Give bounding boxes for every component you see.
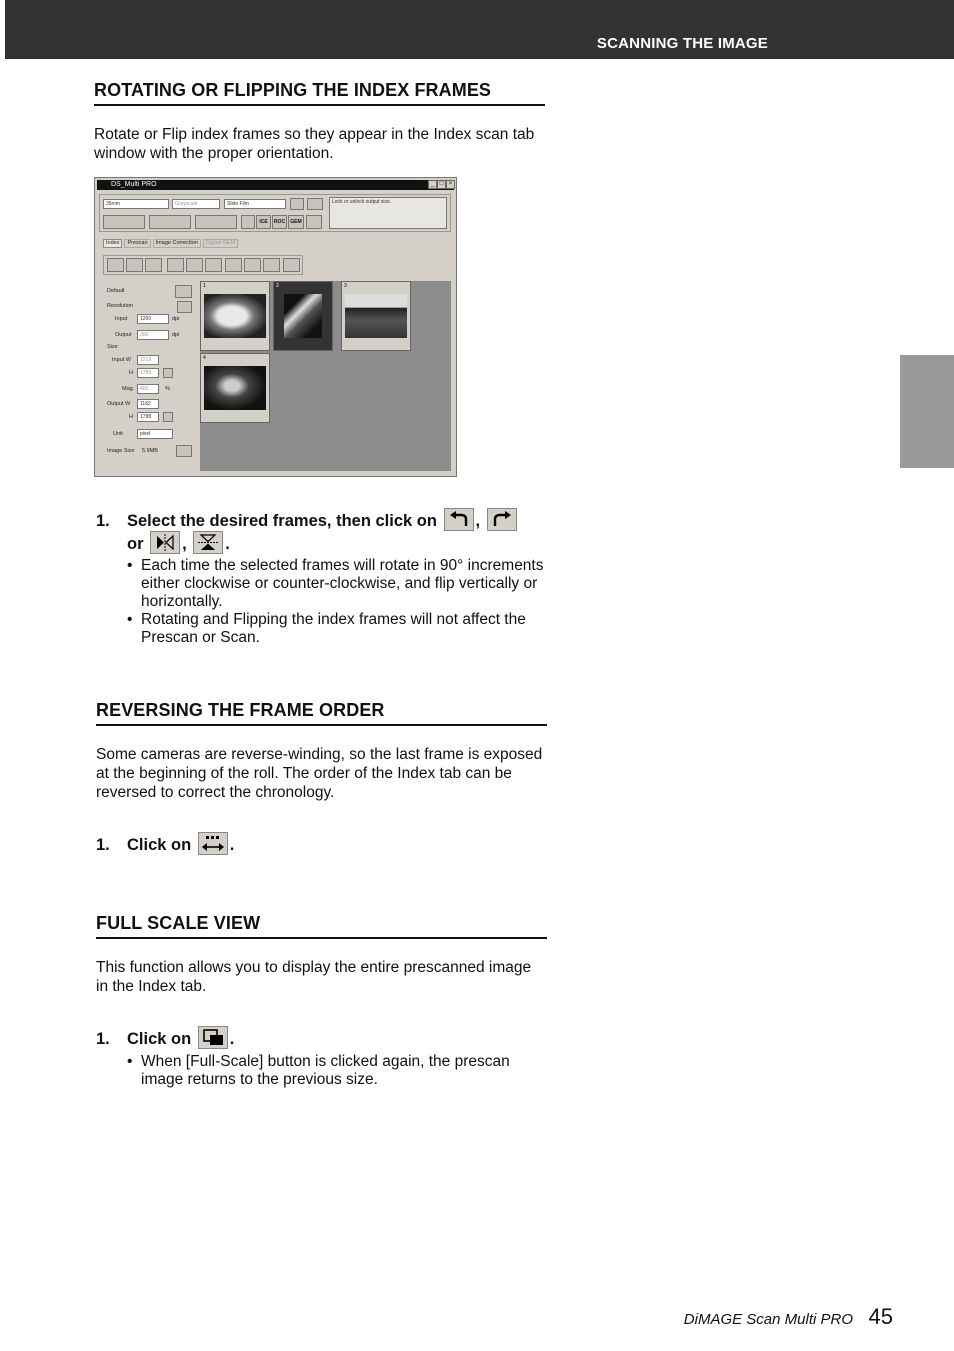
maximize-icon[interactable]: □ <box>437 180 446 189</box>
rotate-left-icon[interactable] <box>107 258 124 272</box>
index-frames-area <box>200 281 451 471</box>
roc-button[interactable]: ROC <box>272 215 287 229</box>
section-reverse <box>96 700 547 726</box>
label-image-size: Image Size <box>107 448 135 454</box>
step-line <box>96 510 546 556</box>
reverse-order-icon[interactable] <box>205 258 222 272</box>
unit-dpi-output: dpi <box>172 332 180 338</box>
comma: , <box>182 535 187 554</box>
full-scale-button[interactable] <box>198 1026 228 1049</box>
index-frame-selected[interactable]: 2 <box>273 281 333 351</box>
label-output-h: H <box>129 414 133 420</box>
software-screenshot <box>94 177 457 477</box>
tab-image-correction[interactable]: Image Correction <box>153 239 201 248</box>
settings-menu-icon[interactable] <box>175 285 192 298</box>
output-width-field[interactable]: 1182 <box>137 399 159 409</box>
page-icon[interactable] <box>290 198 304 210</box>
label-mag: Mag. <box>122 386 135 392</box>
full-scale-step <box>96 1028 546 1051</box>
rotate-left-icon <box>445 509 473 530</box>
label-output-w: Output W <box>107 401 131 407</box>
close-icon[interactable]: × <box>446 180 455 189</box>
undo-icon[interactable] <box>176 445 192 457</box>
heading-rule <box>94 104 545 106</box>
lock-icon[interactable] <box>163 368 173 378</box>
comma: , <box>475 512 481 530</box>
label-unit: Unit <box>113 431 123 437</box>
flip-horizontal-icon <box>151 532 179 553</box>
image-size-value: 5.9MB <box>142 448 158 454</box>
section-tab-marker <box>900 355 954 468</box>
page-number: 45 <box>868 1304 893 1329</box>
view-size-icon[interactable] <box>283 258 300 272</box>
full-scale-icon[interactable] <box>186 258 203 272</box>
footer-book-title: DiMAGE Scan Multi PRO <box>683 1311 853 1328</box>
minimize-icon[interactable]: _ <box>428 180 437 189</box>
tab-bar <box>103 239 238 248</box>
list-item: • Rotating and Flipping the index frames will not affect the Prescan or Scan. <box>127 611 547 647</box>
label-output: Output <box>115 332 132 338</box>
full-scale-notes <box>127 1053 547 1089</box>
frame-image <box>204 294 266 338</box>
gem-button[interactable]: GEM <box>288 215 304 229</box>
header-bar <box>5 0 954 59</box>
reverse-step <box>96 834 546 857</box>
unit-dpi: dpi <box>172 316 180 322</box>
step-text: Click on <box>127 836 192 854</box>
step-text: Click on <box>127 1030 192 1048</box>
label-size: Size <box>107 344 118 350</box>
status-box: Lock or unlock output size. <box>329 197 447 229</box>
index-frame[interactable]: 3 <box>341 281 411 351</box>
tab-prescan[interactable]: Prescan <box>124 239 150 248</box>
list-item: • When [Full-Scale] button is clicked again, the prescan image returns to the previous size. <box>127 1053 547 1089</box>
section-rotate <box>94 80 545 106</box>
input-height-field[interactable]: 1788 <box>137 368 159 378</box>
unit-select[interactable]: pixel <box>137 429 173 439</box>
step-text: Select the desired frames, then click on <box>127 512 437 530</box>
grid-select-icon[interactable] <box>263 258 280 272</box>
full-scale-icon <box>199 1027 227 1048</box>
eject-icon[interactable] <box>241 215 255 229</box>
rotate-step <box>96 510 546 556</box>
reverse-order-button[interactable] <box>198 832 228 855</box>
frame-image <box>345 294 407 338</box>
magnification-field[interactable]: 400 <box>137 384 159 394</box>
header-title: SCANNING THE IMAGE <box>596 35 768 52</box>
section-intro: This function allows you to display the entire prescanned image in the Index tab. <box>96 959 532 995</box>
rotate-right-icon <box>488 509 516 530</box>
rotate-right-button[interactable] <box>487 508 517 531</box>
flip-horizontal-button[interactable] <box>150 531 180 554</box>
tab-index[interactable]: Index <box>103 239 122 248</box>
step-or: or <box>127 535 144 554</box>
section-heading: FULL SCALE VIEW <box>96 913 261 933</box>
index-scan-button[interactable] <box>103 215 145 229</box>
film-size-select[interactable]: 35mm <box>103 199 169 209</box>
flip-vertical-button[interactable] <box>193 531 223 554</box>
period: . <box>229 836 235 854</box>
label-resolution: Resolution <box>107 303 133 309</box>
output-height-field[interactable]: 1788 <box>137 412 159 422</box>
tab-digital-gem[interactable]: Digital GEM <box>203 239 238 248</box>
section-intro: Some cameras are reverse-winding, so the last frame is exposed at the beginning of the roll. The order of the Index tab can be reversed to correct the chronology. <box>96 746 543 801</box>
ice-button[interactable]: ICE <box>256 215 271 229</box>
label-input: Input <box>115 316 128 322</box>
list-item: • Each time the selected frames will rotate in 90° increments either clockwise or counter-clockwise, and flip vertically or horizontally. <box>127 557 547 611</box>
settings-default: Default <box>107 288 125 294</box>
section-heading: REVERSING THE FRAME ORDER <box>96 700 385 720</box>
prescan-button[interactable] <box>149 215 191 229</box>
index-frame[interactable]: 4 <box>200 353 270 423</box>
window-title: DS_Multi PRO <box>97 180 454 190</box>
section-full-scale <box>96 913 547 939</box>
reverse-order-icon <box>199 833 227 854</box>
settings-icon[interactable] <box>306 215 322 229</box>
flip-vertical-icon <box>194 532 222 553</box>
flip-vertical-icon[interactable] <box>167 258 184 272</box>
heading-rule <box>96 937 547 939</box>
output-lock-icon[interactable] <box>163 412 173 422</box>
section-intro: Rotate or Flip index frames so they appear in the Index scan tab window with the proper orientation. <box>94 126 535 162</box>
rotate-left-button[interactable] <box>444 508 474 531</box>
grid-icon[interactable] <box>244 258 261 272</box>
label-input-w: Input W <box>112 357 131 363</box>
scan-button[interactable] <box>195 215 237 229</box>
period: . <box>225 535 230 554</box>
frame-image <box>284 294 322 338</box>
film-type-select[interactable]: Slide Film <box>224 199 286 209</box>
period: . <box>229 1030 235 1048</box>
step-number: 1. <box>96 836 110 854</box>
output-resolution-field[interactable]: 300 <box>137 330 169 340</box>
input-width-field[interactable]: 1219 <box>137 355 159 365</box>
input-resolution-field[interactable]: 1200 <box>137 314 169 324</box>
printer-icon[interactable] <box>307 198 323 210</box>
color-mode-select[interactable]: Grayscale <box>172 199 220 209</box>
flip-horizontal-icon[interactable] <box>145 258 162 272</box>
index-frame[interactable]: 1 <box>200 281 270 351</box>
heading-rule <box>96 724 547 726</box>
label-input-h: H <box>129 370 133 376</box>
step-number: 1. <box>96 512 110 530</box>
step-number: 1. <box>96 1030 110 1048</box>
rotate-right-icon[interactable] <box>126 258 143 272</box>
rotate-notes <box>127 557 547 647</box>
unit-percent: % <box>165 386 170 392</box>
select-all-icon[interactable] <box>225 258 242 272</box>
frame-image <box>204 366 266 410</box>
section-heading: ROTATING OR FLIPPING THE INDEX FRAMES <box>94 80 492 100</box>
resolution-menu-icon[interactable] <box>177 301 192 313</box>
